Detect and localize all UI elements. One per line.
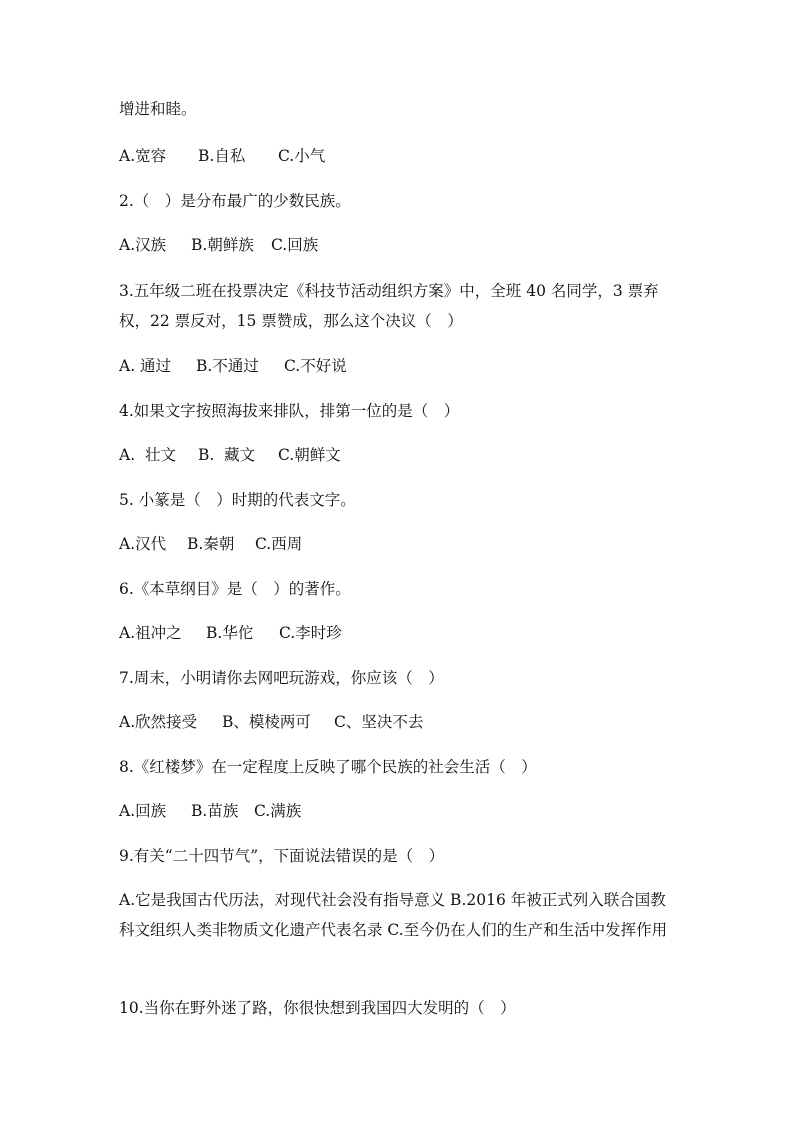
q1-option-c: C.小气 [278,147,326,165]
q4-option-c: C.朝鲜文 [278,446,341,464]
q6-stem: 6.《本草纲目》是（ ）的著作。 [119,580,351,598]
q8-option-a: A.回族 [119,802,167,820]
q3-option-b: B.不通过 [196,357,259,375]
q7-option-b: B、模棱两可 [222,713,311,731]
q3-options [119,355,347,377]
q7-stem: 7.周末，小明请你去网吧玩游戏，你应该（ ） [119,669,444,687]
q6-option-b: B.华佗 [206,624,254,642]
q4-option-b: B. 藏文 [198,446,256,464]
q7-option-a: A.欣然接受 [119,713,198,731]
q1-option-a: A.宽容 [119,147,167,165]
q1-options [119,145,325,167]
q5-stem: 5. 小篆是（ ）时期的代表文字。 [119,491,356,509]
q9-stem: 9.有关“二十四节气”，下面说法错误的是（ ） [119,847,445,865]
q2-option-c: C.回族 [271,236,319,254]
q6-option-c: C.李时珍 [279,624,342,642]
q3-stem-line2: 权，22 票反对，15 票赞成，那么这个决议（ ） [119,312,463,330]
intro-tail-text: 增进和睦。 [119,100,197,118]
q8-option-c: C.满族 [254,802,302,820]
q6-options [119,622,342,644]
q1-option-b: B.自私 [198,147,246,165]
q2-option-b: B.朝鲜族 [191,236,254,254]
q4-stem: 4.如果文字按照海拔来排队，排第一位的是（ ） [119,402,460,420]
q4-option-a: A. 壮文 [119,446,176,464]
q3-option-c: C.不好说 [284,357,347,375]
q5-options [119,533,302,555]
q8-option-b: B.苗族 [191,802,239,820]
q9-options-paragraph: A.它是我国古代历法，对现代社会没有指导意义 B.2016 年被正式列入联合国教科文组织人类非物质文化遗产代表名录 C.至今仍在人们的生产和生活中发挥作用 [119,891,668,939]
q3-stem-line1: 3.五年级二班在投票决定《科技节活动组织方案》中，全班 40 名同学，3 票弃 [119,282,659,300]
q5-option-a: A.汉代 [119,535,167,553]
q8-stem: 8.《红楼梦》在一定程度上反映了哪个民族的社会生活（ ） [119,758,537,776]
q5-option-c: C.西周 [255,535,303,553]
q2-stem: 2.（ ）是分布最广的少数民族。 [119,192,351,210]
q10-stem: 10.当你在野外迷了路，你很快想到我国四大发明的（ ） [119,999,516,1017]
q7-option-c: C、坚决不去 [334,713,424,731]
q8-options [119,800,301,822]
q5-option-b: B.秦朝 [187,535,235,553]
q6-option-a: A.祖冲之 [119,624,182,642]
q4-options [119,444,341,466]
q2-options [119,234,318,256]
q7-options [119,711,423,733]
q3-option-a: A. 通过 [119,357,172,375]
q2-option-a: A.汉族 [119,236,167,254]
